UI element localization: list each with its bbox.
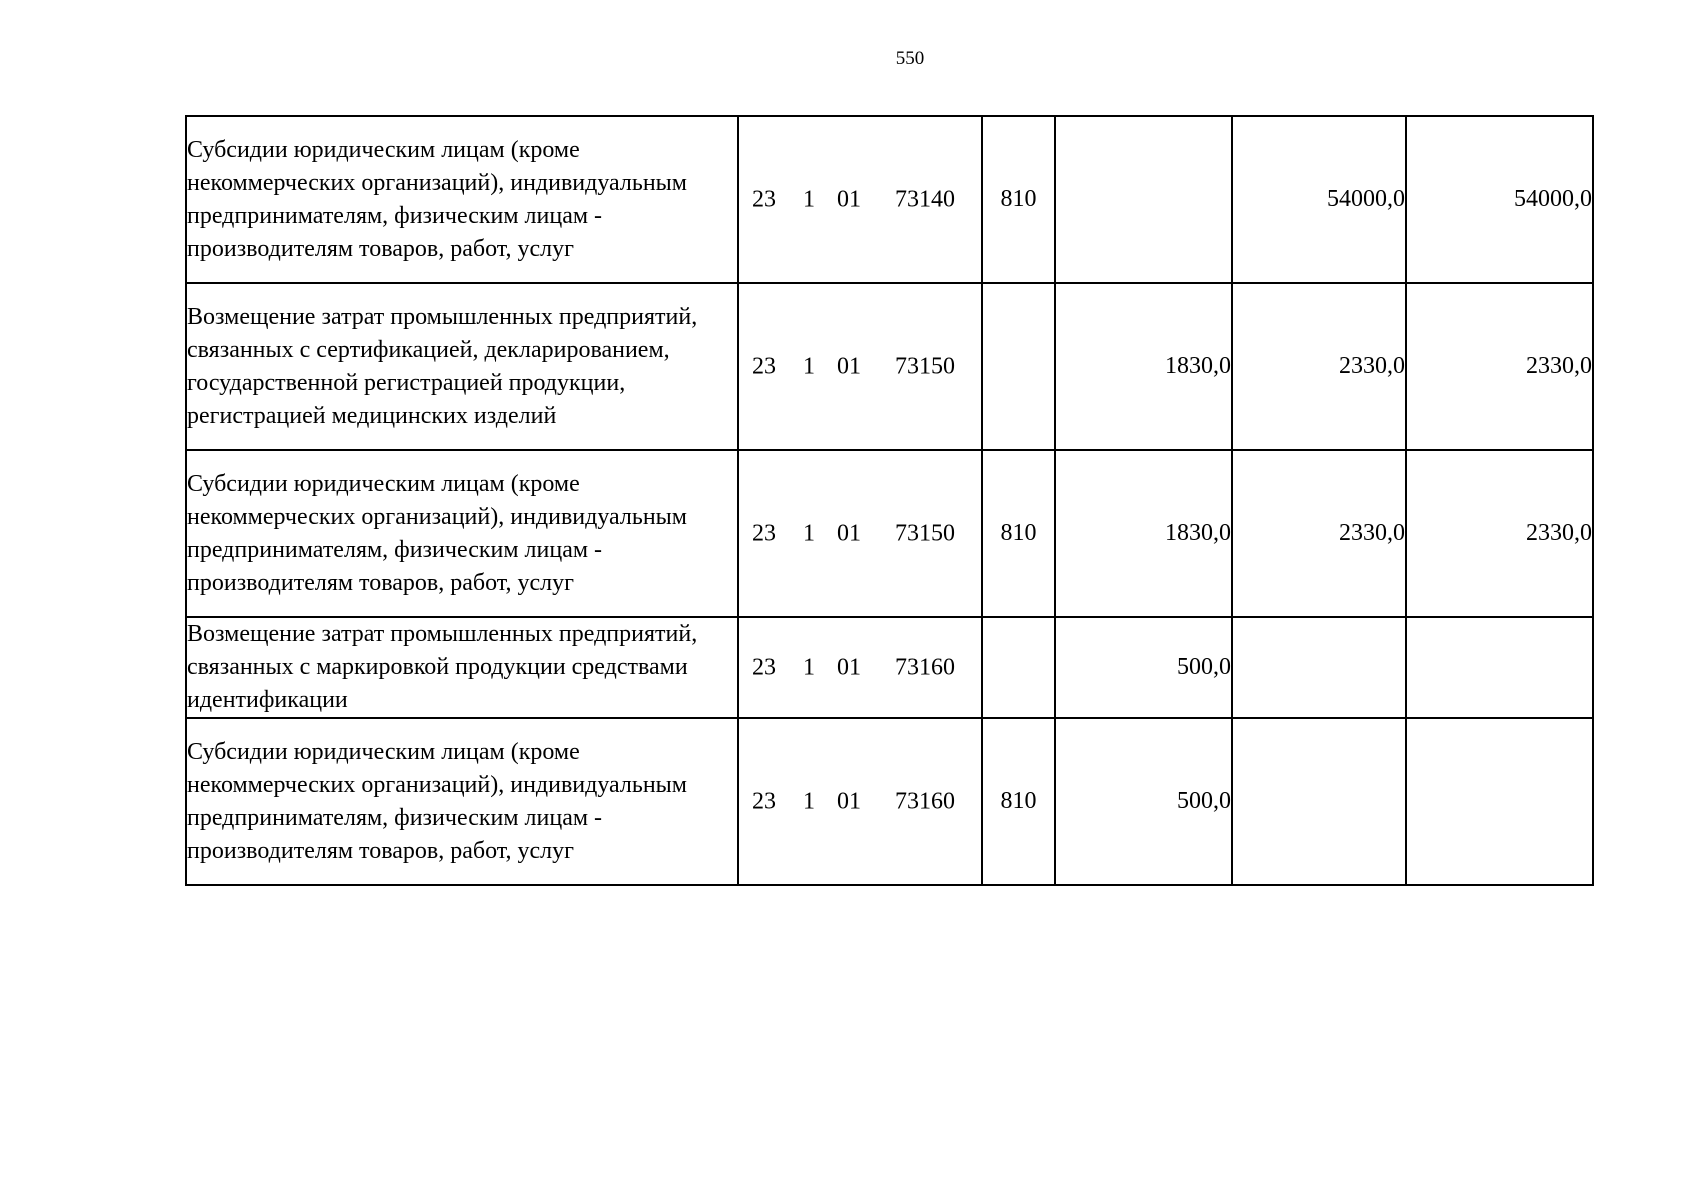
code-part: 01 [837, 788, 861, 814]
row-sum3-cell: 2330,0 [1406, 283, 1593, 450]
code-part: 23 [752, 520, 776, 546]
page-number: 550 [895, 48, 925, 69]
row-code-cell [738, 450, 982, 617]
table-row [186, 617, 1593, 718]
row-name-cell: Субсидии юридическим лицам (кроме некоммерческих организаций), индивидуальным предпринимателям, физическим лицам - производителям товаров, работ, услуг [186, 450, 738, 617]
row-sum3-cell: 2330,0 [1406, 450, 1593, 617]
row-sum1-cell: 1830,0 [1055, 283, 1232, 450]
row-sum1-cell: 500,0 [1055, 617, 1232, 718]
row-vr-cell: 810 [982, 450, 1055, 617]
code-part: 73150 [895, 353, 955, 379]
budget-table [185, 115, 1594, 886]
row-sum2-cell: 2330,0 [1232, 450, 1406, 617]
row-vr-cell: 810 [982, 116, 1055, 283]
code-part: 1 [803, 353, 815, 379]
row-code-cell [738, 617, 982, 718]
row-name-cell: Субсидии юридическим лицам (кроме некоммерческих организаций), индивидуальным предпринимателям, физическим лицам - производителям товаров, работ, услуг [186, 718, 738, 885]
code-part: 73160 [895, 788, 955, 814]
row-name-cell: Субсидии юридическим лицам (кроме некоммерческих организаций), индивидуальным предпринимателям, физическим лицам - производителям товаров, работ, услуг [186, 116, 738, 283]
code-part: 23 [752, 788, 776, 814]
code-part: 1 [803, 520, 815, 546]
row-sum2-cell: 2330,0 [1232, 283, 1406, 450]
code-part: 73140 [895, 186, 955, 212]
row-sum2-cell: 54000,0 [1232, 116, 1406, 283]
row-vr-cell: 810 [982, 718, 1055, 885]
code-part: 01 [837, 353, 861, 379]
code-part: 23 [752, 353, 776, 379]
row-sum2-cell [1232, 718, 1406, 885]
row-sum3-cell: 54000,0 [1406, 116, 1593, 283]
table-row [186, 718, 1593, 885]
row-sum2-cell [1232, 617, 1406, 718]
row-name-cell: Возмещение затрат промышленных предприятий, связанных с маркировкой продукции средствами идентификации [186, 617, 738, 718]
code-part: 01 [837, 186, 861, 212]
code-part: 01 [837, 654, 861, 680]
row-sum1-cell: 500,0 [1055, 718, 1232, 885]
code-part: 23 [752, 186, 776, 212]
code-part: 1 [803, 186, 815, 212]
code-part: 73150 [895, 520, 955, 546]
row-code-cell [738, 116, 982, 283]
code-part: 01 [837, 520, 861, 546]
code-part: 1 [803, 788, 815, 814]
row-name-cell: Возмещение затрат промышленных предприятий, связанных с сертификацией, декларированием, государственной регистрацией продукции, регистрацией медицинских изделий [186, 283, 738, 450]
code-part: 23 [752, 654, 776, 680]
code-part: 1 [803, 654, 815, 680]
table-row [186, 450, 1593, 617]
table-row [186, 116, 1593, 283]
code-part: 73160 [895, 654, 955, 680]
row-code-cell [738, 718, 982, 885]
row-sum3-cell [1406, 718, 1593, 885]
row-sum1-cell [1055, 116, 1232, 283]
row-vr-cell [982, 283, 1055, 450]
table-row [186, 283, 1593, 450]
row-sum3-cell [1406, 617, 1593, 718]
row-code-cell [738, 283, 982, 450]
row-sum1-cell: 1830,0 [1055, 450, 1232, 617]
row-vr-cell [982, 617, 1055, 718]
